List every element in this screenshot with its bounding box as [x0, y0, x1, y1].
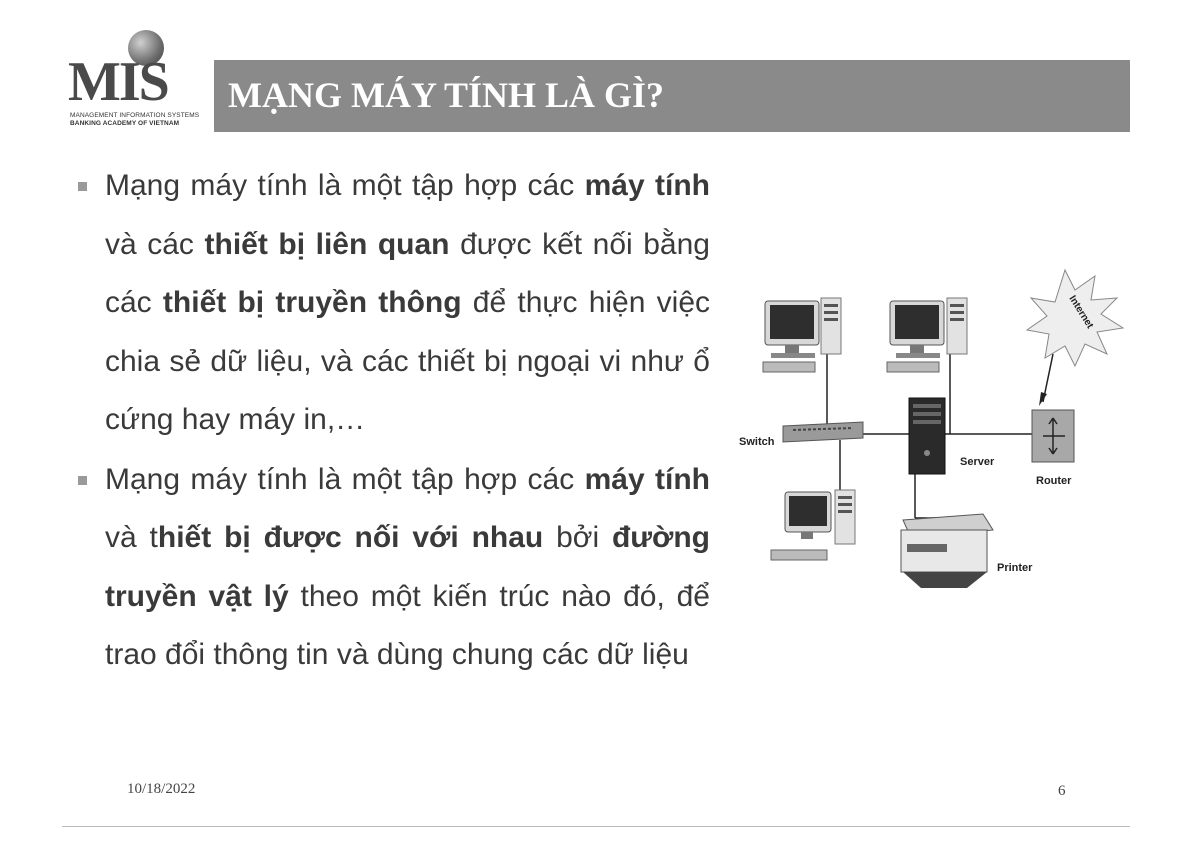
page-number: 6 — [1058, 783, 1066, 799]
bullet-text: Mạng máy tính là một tập hợp các — [105, 462, 585, 496]
slide-content — [78, 157, 710, 685]
desktop-computer-icon — [763, 298, 841, 372]
logo-line-2: BANKING ACADEMY OF VIETNAM — [70, 120, 180, 127]
bullet-bold-text: máy tính — [584, 169, 710, 202]
switch-label: Switch — [739, 436, 775, 448]
bullet-bold-text: đường truyền vật lý — [105, 521, 711, 613]
printer-icon — [901, 514, 993, 588]
mis-logo — [68, 30, 206, 130]
bullet-text: và các — [105, 227, 205, 261]
title-bar — [214, 60, 1130, 132]
arrow-head-icon — [1039, 392, 1047, 406]
router-label: Router — [1036, 475, 1072, 487]
footer-divider — [62, 826, 1130, 827]
server-icon — [909, 398, 945, 474]
logo-line-1: MANAGEMENT INFORMATION SYSTEMS — [70, 112, 200, 119]
desktop-computer-icon — [771, 490, 855, 560]
bullet-text: được kết nối bằng các — [105, 227, 710, 319]
bullet-text: để thực hiện việc chia sẻ dữ liệu, và các thiết bị ngoại vi như ổ cứng hay máy in,… — [105, 286, 710, 436]
slide-title: MẠNG MÁY TÍNH LÀ GÌ? — [228, 75, 665, 115]
bullet-square-icon — [78, 182, 87, 191]
server-label: Server — [960, 456, 995, 468]
bullet-bold-text: máy tính — [584, 462, 710, 496]
bullet-item-2 — [78, 451, 710, 685]
switch-icon — [783, 422, 863, 442]
bullet-text: và t — [105, 521, 158, 554]
bullet-text: theo một kiến trúc nào đó, để trao đổi thông tin và dùng chung các dữ liệu — [105, 579, 710, 671]
bullet-bold-text: hiết bị được nối với nhau — [157, 521, 544, 554]
internet-cloud-icon — [1027, 270, 1123, 366]
bullet-bold-text: thiết bị truyền thông — [162, 286, 462, 319]
bullet-item-1 — [78, 157, 710, 450]
bullet-text: bởi — [543, 521, 612, 554]
network-diagram — [735, 268, 1130, 596]
printer-label: Printer — [997, 562, 1033, 574]
logo-mark: MIS — [68, 51, 168, 113]
bullet-bold-text: thiết bị liên quan — [204, 227, 450, 261]
internet-label: Internet — [1066, 293, 1096, 331]
desktop-computer-icon — [887, 298, 967, 372]
footer-date: 10/18/2022 — [127, 781, 196, 797]
bullet-text: Mạng máy tính là một tập hợp các — [105, 169, 585, 202]
bullet-square-icon — [78, 476, 87, 485]
router-icon — [1032, 410, 1074, 462]
